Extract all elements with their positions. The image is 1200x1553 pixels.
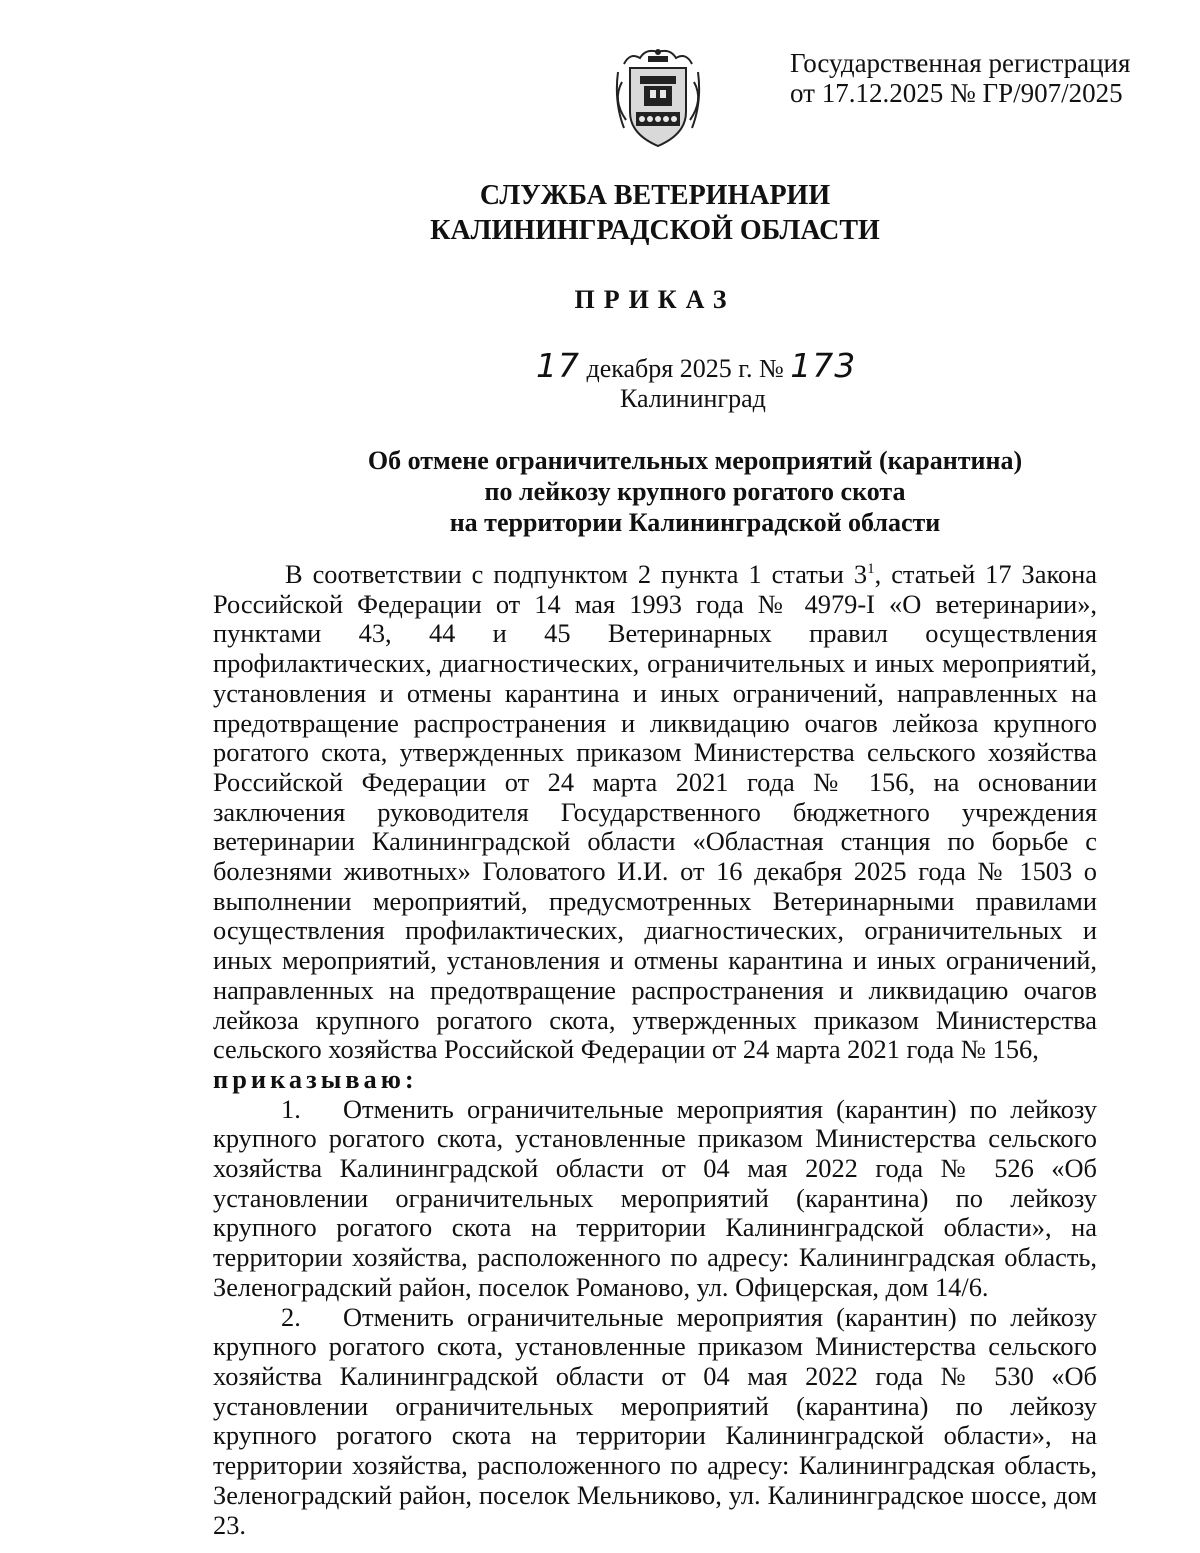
agency-name: [0, 178, 1200, 248]
order-city: Калининград: [620, 384, 766, 413]
ordering-word: приказываю:: [213, 1063, 418, 1094]
ordering-line: [213, 1065, 1097, 1095]
agency-line-1: СЛУЖБА ВЕТЕРИНАРИИ: [479, 180, 831, 211]
registration-line-2: от 17.12.2025 № ГР/907/2025: [790, 78, 1123, 108]
preamble-paragraph: [213, 560, 1097, 1065]
order-subject: [300, 445, 1090, 538]
order-item-number: 2.: [281, 1301, 301, 1332]
order-dateline: [536, 346, 857, 385]
agency-line-2: КАЛИНИНГРАДСКОЙ ОБЛАСТИ: [430, 215, 880, 246]
order-title: ПРИКАЗ: [574, 285, 736, 314]
order-item-text: Отменить ограничительные мероприятия (карантин) по лейкозу крупного рогатого скота, установленные приказом Министерства сельского хозяйства Калининградской области от 04 мая 2022 года № 530 «Об установлении ограничительных мероприятий (карантина) по лейкозу крупного рогатого скота на территории Калининградской области», на территории хозяйства, расположенного по адресу: Калининградская область, Зеленоградский район, поселок Мельниково, ул. Калининградское шоссе, дом 23.: [213, 1301, 1097, 1540]
order-item-1: [213, 1095, 1097, 1303]
order-body: [213, 560, 1097, 1540]
order-item-number: 1.: [281, 1093, 301, 1124]
subject-line-1: Об отмене ограничительных мероприятий (карантина): [367, 446, 1023, 475]
order-item-2: [213, 1303, 1097, 1541]
order-item-text: Отменить ограничительные мероприятия (карантин) по лейкозу крупного рогатого скота, установленные приказом Министерства сельского хозяйства Калининградской области от 04 мая 2022 года № 526 «Об установлении ограничительных мероприятий (карантина) по лейкозу крупного рогатого скота на территории Калининградской области», на территории хозяйства, расположенного по адресу: Калининградская область, Зеленоградский район, поселок Романово, ул. Офицерская, дом 14/6.: [213, 1093, 1097, 1302]
order-month-year: декабря 2025 г. №: [586, 354, 784, 383]
preamble-text-rest: , статьей 17 Закона Российской Федерации от 14 мая 1993 года № 4979-I «О ветеринарии», пунктами 43, 44 и 45 Ветеринарных правил осуществления профилактических, диагностических, ограничительных и иных мероприятий, установления и отмены карантина и иных ограничений, направленных на предотвращение распространения и ликвидацию очагов лейкоза крупного рогатого скота, утвержденных приказом Министерства сельского хозяйства Российской Федерации от 24 марта 2021 года № 156, на основании заключения руководителя Государственного бюджетного учреждения ветеринарии Калининградской области «Областная станция по борьбе с болезнями животных» Головатого И.И. от 16 декабря 2025 года № 1503 о выполнении мероприятий, предусмотренных Ветеринарными правилами осуществления профилактических, диагностических, ограничительных и иных мероприятий, установления и отмены карантина и иных ограничений, направленных на предотвращение распространения и ликвидацию очагов лейкоза крупного рогатого скота, утвержденных приказом Министерства сельского хозяйства Российской Федерации от 24 марта 2021 года № 156,: [213, 559, 1098, 1065]
coat-of-arms-icon: [610, 42, 706, 154]
order-number: 173: [790, 346, 857, 385]
preamble-superscript: 1: [867, 561, 875, 578]
subject-line-2: по лейкозу крупного рогатого скота: [484, 477, 906, 506]
order-day: 17: [536, 346, 580, 385]
subject-line-3: на территории Калининградской области: [449, 508, 941, 537]
preamble-text-start: В соответствии с подпунктом 2 пункта 1 статьи 3: [285, 559, 868, 589]
registration-stamp: [790, 48, 1130, 108]
registration-line-1: Государственная регистрация: [790, 48, 1131, 78]
